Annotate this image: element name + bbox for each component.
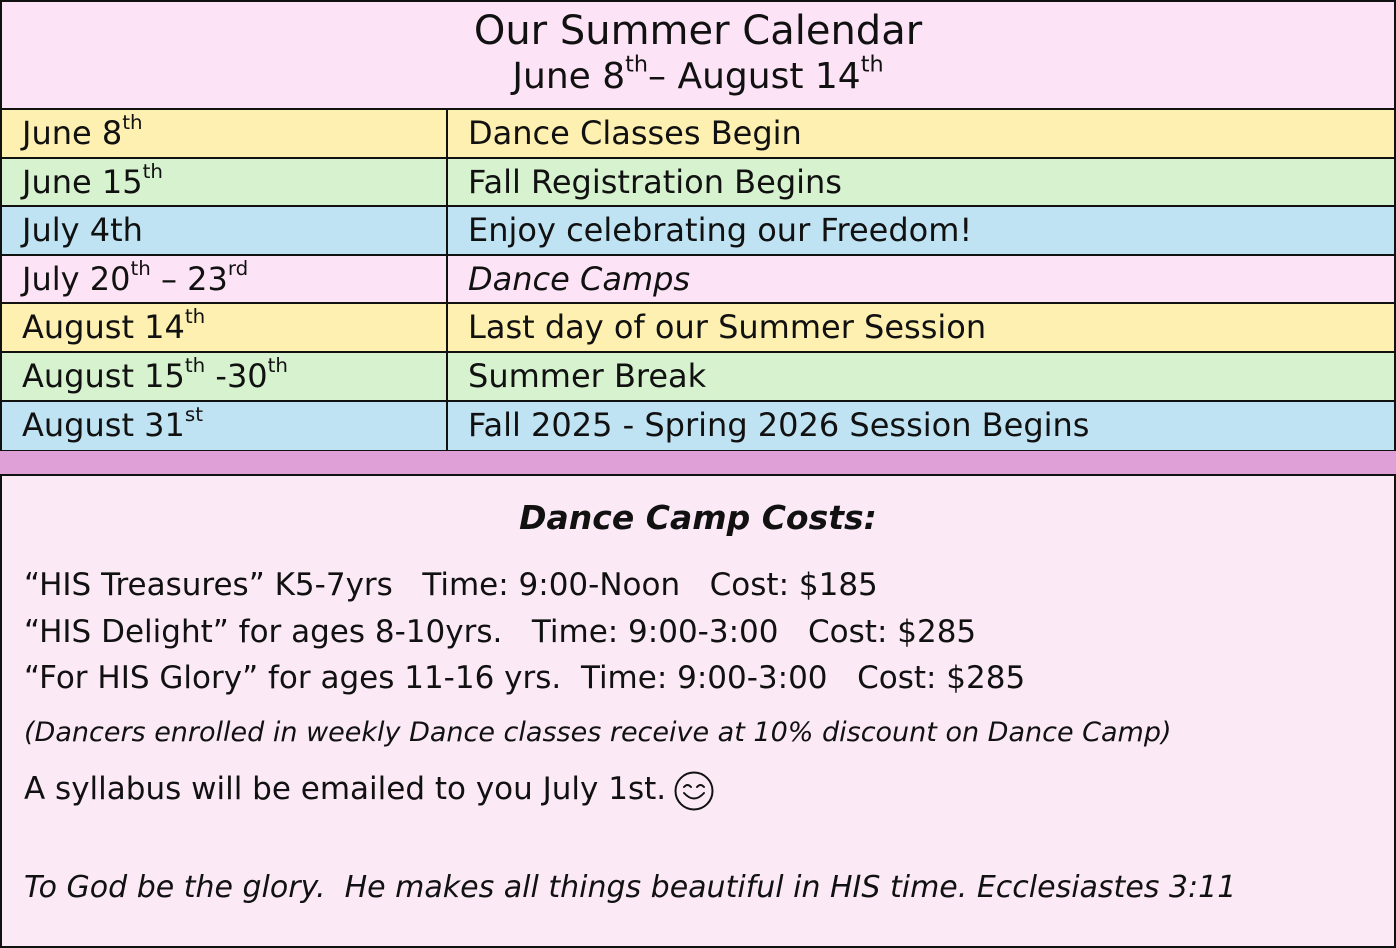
dance-camp-costs-box bbox=[0, 474, 1396, 948]
date-suffix: st bbox=[184, 402, 203, 426]
date-text: June 15 bbox=[22, 162, 143, 201]
date-suffix: th bbox=[122, 111, 143, 135]
date-tail-suffix: th bbox=[267, 354, 288, 378]
calendar-header bbox=[2, 2, 1394, 110]
smiling-face-icon bbox=[674, 771, 714, 811]
calendar-event-cell: Dance Camps bbox=[468, 259, 691, 298]
date-text: August 15 bbox=[22, 356, 185, 395]
calendar-event-cell: Fall Registration Begins bbox=[468, 162, 842, 201]
calendar-event-cell: Last day of our Summer Session bbox=[468, 308, 987, 347]
range-end-suffix: th bbox=[860, 51, 884, 78]
calendar-row bbox=[2, 402, 1394, 451]
calendar-event-cell: Dance Classes Begin bbox=[468, 114, 802, 152]
calendar-row bbox=[2, 159, 1394, 208]
calendar-date-cell bbox=[2, 207, 448, 254]
calendar-event-cell: Summer Break bbox=[468, 356, 707, 395]
discount-note: (Dancers enrolled in weekly Dance classes receive at 10% discount on Dance Camp) bbox=[24, 717, 1172, 748]
date-suffix: th bbox=[184, 305, 206, 329]
date-text: June 8 bbox=[22, 114, 123, 152]
calendar-date-cell bbox=[2, 402, 448, 451]
date-text: August 14 bbox=[22, 308, 185, 347]
date-text: July 4th bbox=[22, 211, 143, 250]
calendar-title: Our Summer Calendar bbox=[473, 8, 923, 54]
section-divider-band bbox=[0, 451, 1396, 474]
syllabus-text: A syllabus will be emailed to you July 1st. bbox=[24, 771, 667, 807]
calendar-date-range bbox=[2, 51, 1394, 100]
costs-title: Dance Camp Costs: bbox=[519, 498, 877, 537]
calendar-date-cell bbox=[2, 110, 448, 157]
syllabus-line bbox=[24, 769, 714, 811]
calendar-date-cell bbox=[2, 159, 448, 206]
date-tail: – 23 bbox=[150, 259, 228, 298]
calendar-event-cell: Enjoy celebrating our Freedom! bbox=[468, 211, 973, 250]
summer-calendar-table bbox=[0, 0, 1396, 451]
range-end: – August 14 bbox=[648, 56, 861, 97]
calendar-row bbox=[2, 110, 1394, 159]
calendar-row bbox=[2, 207, 1394, 256]
range-start: June 8 bbox=[512, 56, 626, 97]
camp-line-for-his-glory: “For HIS Glory” for ages 11-16 yrs. Time: 9:00-3:00 Cost: $285 bbox=[24, 660, 1026, 696]
date-text: July 20 bbox=[22, 259, 131, 298]
date-suffix: th bbox=[142, 159, 163, 183]
date-text: August 31 bbox=[22, 405, 185, 444]
date-suffix: th bbox=[130, 256, 151, 280]
calendar-row bbox=[2, 353, 1394, 402]
calendar-date-cell bbox=[2, 304, 448, 351]
calendar-event-cell: Fall 2025 - Spring 2026 Session Begins bbox=[468, 405, 1090, 444]
closing-verse: To God be the glory. He makes all things beautiful in HIS time. Ecclesiastes 3:11 bbox=[24, 870, 1237, 905]
camp-line-his-treasures: “HIS Treasures” K5-7yrs Time: 9:00-Noon Cost: $185 bbox=[24, 567, 878, 603]
calendar-row bbox=[2, 304, 1394, 353]
range-start-suffix: th bbox=[625, 51, 649, 78]
date-suffix: th bbox=[184, 354, 206, 378]
date-tail: -30 bbox=[205, 356, 268, 395]
calendar-date-cell bbox=[2, 256, 448, 303]
camp-line-his-delight: “HIS Delight” for ages 8-10yrs. Time: 9:00-3:00 Cost: $285 bbox=[24, 614, 977, 650]
calendar-row bbox=[2, 256, 1394, 305]
date-tail-suffix: rd bbox=[227, 256, 249, 280]
calendar-date-cell bbox=[2, 353, 448, 400]
